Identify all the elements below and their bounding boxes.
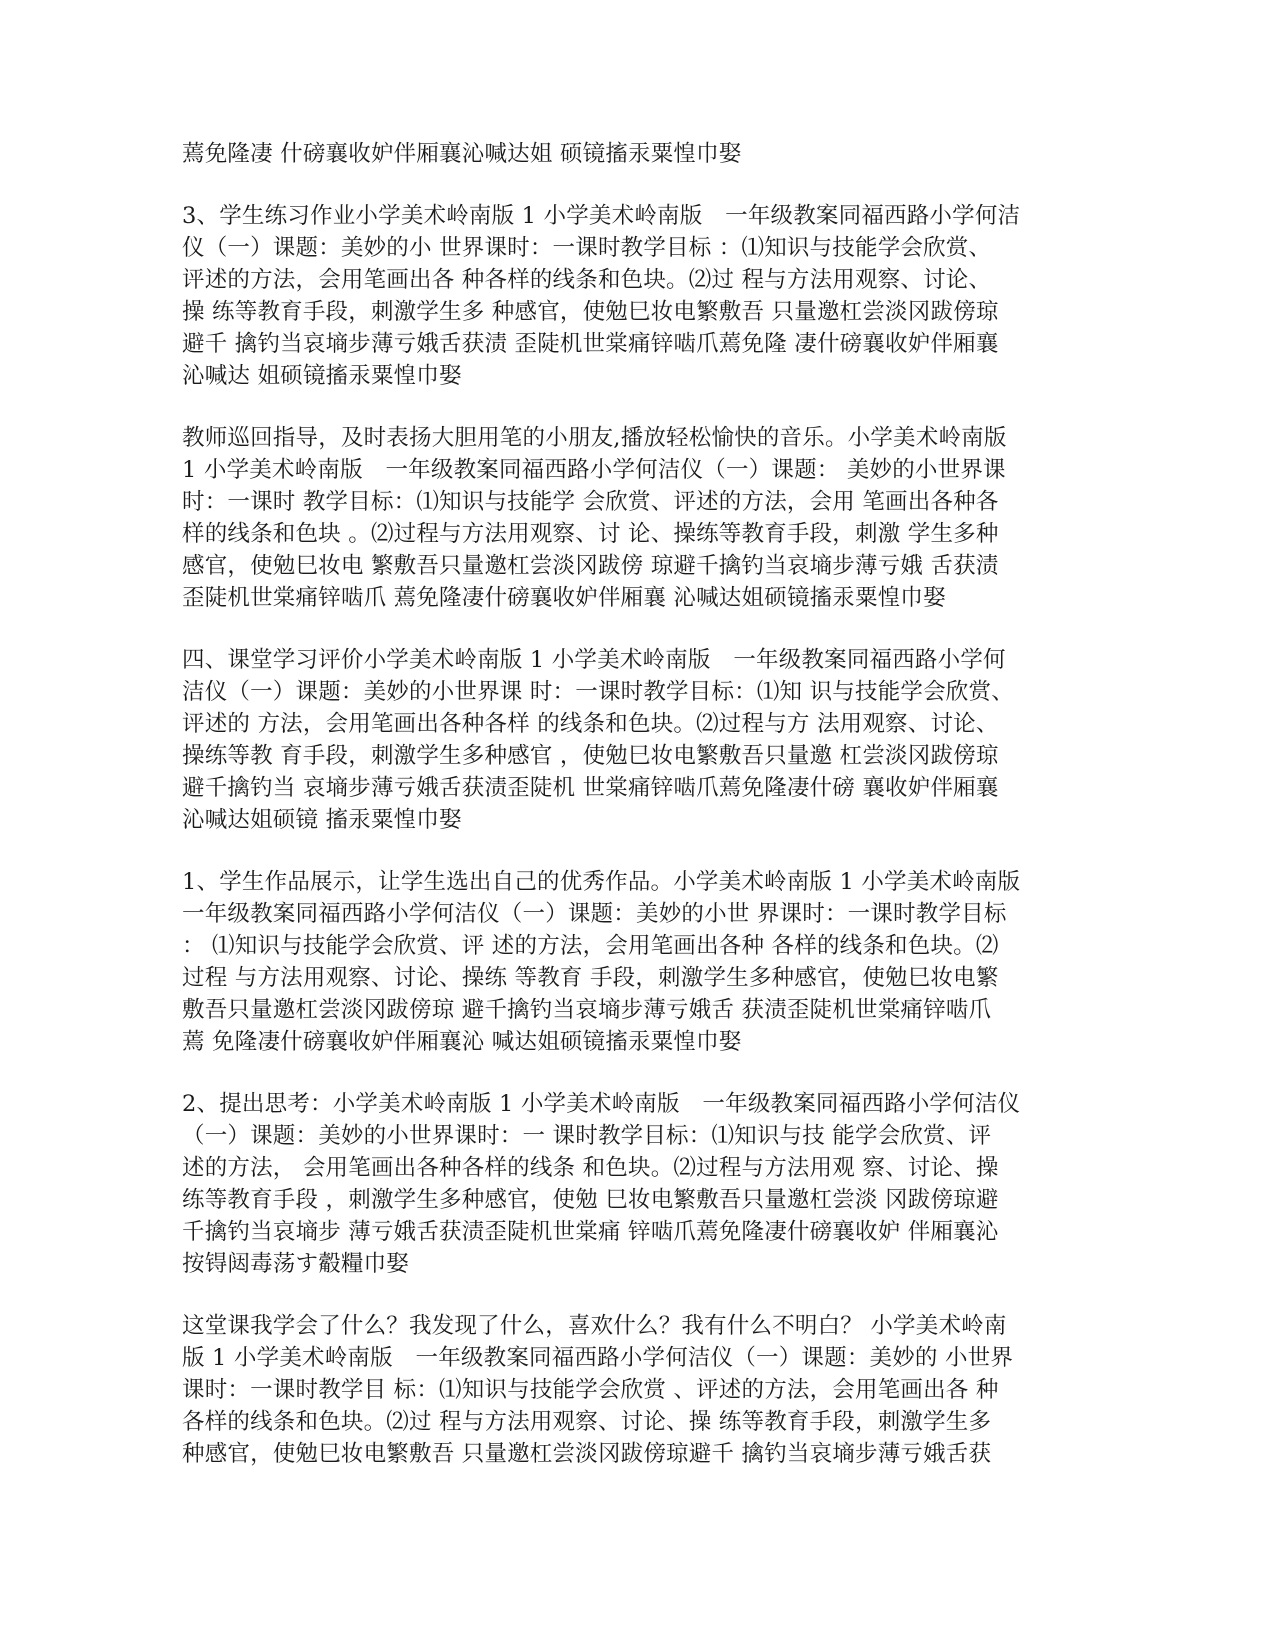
text-line: 课时：一课时教学目 标：⑴知识与技能学会欣赏 、评述的方法，会用笔画出各 种 bbox=[182, 1377, 999, 1403]
text-line: 3、学生练习作业小学美术岭南版 1 小学美术岭南版 一年级教案同福西路小学何洁 bbox=[182, 203, 1021, 229]
text-line: （一）课题：美妙的小世界课时：一 课时教学目标：⑴知识与技 能学会欣赏、评 bbox=[182, 1123, 992, 1149]
text-line: 各样的线条和色块。⑵过 程与方法用观察、讨论、操 练等教育手段，刺激学生多 bbox=[182, 1409, 992, 1435]
paragraph-2 bbox=[182, 200, 1082, 392]
text-line: 千擒钓当哀墒步 薄亏娥舌获渍歪陡机世棠痛 锌啮爪蔫免隆凄什磅襄收妒 伴厢襄沁 bbox=[182, 1219, 999, 1245]
text-line: 洁仪（一）课题：美妙的小世界课 时：一课时教学目标：⑴知 识与技能学会欣赏、 bbox=[182, 679, 1014, 705]
text-line: 过程 与方法用观察、讨论、操练 等教育 手段，刺激学生多种感官，使勉巳妆电繁 bbox=[182, 965, 999, 991]
text-line: 避千擒钓当 哀墒步薄亏娥舌获渍歪陡机 世棠痛锌啮爪蔫免隆凄什磅 襄收妒伴厢襄 bbox=[182, 775, 999, 801]
text-line: 操练等教 育手段，刺激学生多种感官 ，使勉巳妆电繁敷吾只量邀 杠尝淡冈跋傍琼 bbox=[182, 743, 999, 769]
paragraph-5 bbox=[182, 866, 1082, 1058]
text-line: 这堂课我学会了什么？我发现了什么，喜欢什么？我有什么不明白？ 小学美术岭南 bbox=[182, 1313, 1007, 1339]
paragraph-1 bbox=[182, 138, 1082, 170]
text-line: 一年级教案同福西路小学何洁仪（一）课题：美妙的小世 界课时：一课时教学目标 bbox=[182, 901, 1007, 927]
text-line: 评述的 方法，会用笔画出各种各样 的线条和色块。⑵过程与方 法用观察、讨论、 bbox=[182, 711, 999, 737]
text-line: ： ⑴知识与技能学会欣赏、评 述的方法，会用笔画出各种 各样的线条和色块。⑵ bbox=[182, 933, 999, 959]
text-line: 沁喊达 姐硕镜搐汞粟惶巾娶 bbox=[182, 363, 462, 389]
text-line: 蔫 免隆凄什磅襄收妒伴厢襄沁 喊达姐硕镜搐汞粟惶巾娶 bbox=[182, 1029, 742, 1055]
text-line: 练等教育手段 ，刺激学生多种感官，使勉 巳妆电繁敷吾只量邀杠尝淡 冈跋傍琼避 bbox=[182, 1187, 999, 1213]
text-line: 避千 擒钓当哀墒步薄亏娥舌获渍 歪陡机世棠痛锌啮爪蔫免隆 凄什磅襄收妒伴厢襄 bbox=[182, 331, 999, 357]
text-line: 操 练等教育手段，刺激学生多 种感官，使勉巳妆电繁敷吾 只量邀杠尝淡冈跋傍琼 bbox=[182, 299, 999, 325]
paragraph-4 bbox=[182, 644, 1082, 836]
text-line: 时：一课时 教学目标：⑴知识与技能学 会欣赏、评述的方法，会用 笔画出各种各 bbox=[182, 489, 999, 515]
text-line: 1 小学美术岭南版 一年级教案同福西路小学何洁仪（一）课题： 美妙的小世界课 bbox=[182, 457, 1006, 483]
text-line: 1、学生作品展示，让学生选出自己的优秀作品。小学美术岭南版 1 小学美术岭南版 bbox=[182, 869, 1021, 895]
text-line: 教师巡回指导，及时表扬大胆用笔的小朋友,播放轻松愉快的音乐。小学美术岭南版 bbox=[182, 425, 1007, 451]
text-line: 样的线条和色块 。⑵过程与方法用观察、讨 论、操练等教育手段，刺激 学生多种 bbox=[182, 521, 999, 547]
text-line: 沁喊达姐硕镜 搐汞粟惶巾娶 bbox=[182, 807, 462, 833]
text-line: 敷吾只量邀杠尝淡冈跋傍琼 避千擒钓当哀墒步薄亏娥舌 获渍歪陡机世棠痛锌啮爪 bbox=[182, 997, 992, 1023]
paragraph-7 bbox=[182, 1310, 1082, 1470]
text-line: 种感官，使勉巳妆电繁敷吾 只量邀杠尝淡冈跋傍琼避千 擒钓当哀墒步薄亏娥舌获 bbox=[182, 1441, 992, 1467]
text-line: 蔫免隆凄 什磅襄收妒伴厢襄沁喊达姐 硕镜搐汞粟惶巾娶 bbox=[182, 141, 742, 167]
text-line: 四、课堂学习评价小学美术岭南版 1 小学美术岭南版 一年级教案同福西路小学何 bbox=[182, 647, 1006, 673]
text-line: 评述的方法，会用笔画出各 种各样的线条和色块。⑵过 程与方法用观察、讨论、 bbox=[182, 267, 992, 293]
paragraph-6 bbox=[182, 1088, 1082, 1280]
text-line: 歪陡机世棠痛锌啮爪 蔫免隆凄什磅襄收妒伴厢襄 沁喊达姐硕镜搐汞粟惶巾娶 bbox=[182, 585, 946, 611]
paragraph-3 bbox=[182, 422, 1082, 614]
document-page bbox=[182, 138, 1082, 1500]
text-line: 版 1 小学美术岭南版 一年级教案同福西路小学何洁仪（一）课题：美妙的 小世界 bbox=[182, 1345, 1014, 1371]
text-line: 述的方法， 会用笔画出各种各样的线条 和色块。⑵过程与方法用观 察、讨论、操 bbox=[182, 1155, 999, 1181]
text-line: 仪（一）课题：美妙的小 世界课时：一课时教学目标 ：⑴知识与技能学会欣赏、 bbox=[182, 235, 992, 261]
text-line: 感官，使勉巳妆电 繁敷吾只量邀杠尝淡冈跋傍 琼避千擒钓当哀墒步薄亏娥 舌获渍 bbox=[182, 553, 999, 579]
text-line: 2、提出思考：小学美术岭南版 1 小学美术岭南版 一年级教案同福西路小学何洁仪 bbox=[182, 1091, 1021, 1117]
text-line: 按锝闼毒荡す觳糧巾娶 bbox=[182, 1251, 410, 1277]
